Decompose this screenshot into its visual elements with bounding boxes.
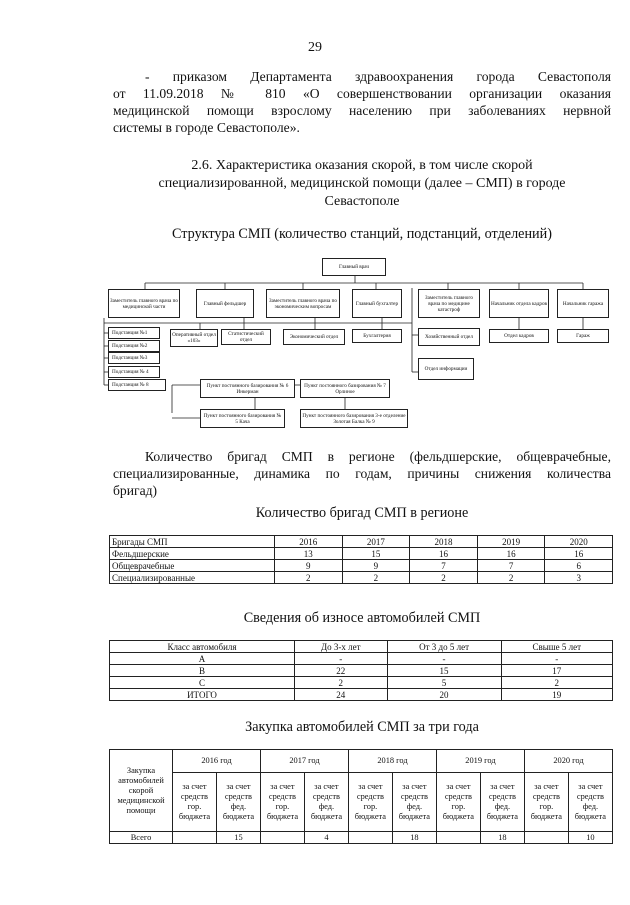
org-box-post-5: Пункт постоянного базирования № 5 Кача (200, 409, 285, 428)
table-header-cell: Бригады СМП (110, 536, 275, 548)
table-subheader-cell: за счет средств гор. бюджета (260, 773, 304, 832)
table-subheader-cell: за счет средств фед. бюджета (304, 773, 348, 832)
table-cell: 19 (501, 689, 612, 701)
brigades-line: специализированные, динамика по годам, причины снижения количества (113, 466, 611, 481)
table-cell: 7 (410, 560, 478, 572)
table-subheader-row (110, 773, 613, 832)
table2-title: Сведения об износе автомобилей СМП (243, 610, 481, 626)
table-cell: 18 (480, 832, 524, 844)
table-header-cell: 2018 (410, 536, 478, 548)
table-cell: 5 (387, 677, 501, 689)
table-row (110, 548, 613, 560)
table-cell: 9 (275, 560, 343, 572)
table-header-cell: До 3-х лет (295, 641, 388, 653)
table-cell: 2 (477, 572, 545, 584)
org-box-household-dept: Хозяйственный отдел (418, 328, 480, 346)
page-number: 29 (308, 40, 322, 55)
vehicle-wear-table (109, 640, 613, 701)
table-cell: - (501, 653, 612, 665)
table-cell (524, 832, 568, 844)
table-cell: 17 (501, 665, 612, 677)
table-year-cell: 2017 год (260, 750, 348, 773)
table-cell: 13 (275, 548, 343, 560)
table-row (110, 572, 613, 584)
table-year-cell: 2018 год (348, 750, 436, 773)
table-subheader-cell: за счет средств гор. бюджета (524, 773, 568, 832)
table-cell: 24 (295, 689, 388, 701)
vehicle-purchase-table (109, 749, 613, 844)
org-box-accounting: Бухгалтерия (352, 329, 402, 343)
intro-line: медицинской помощи взрослому населению при заболеваниях нервной (113, 103, 611, 118)
org-box-hr-head: Начальник отдела кадров (489, 289, 549, 318)
table-row (110, 832, 613, 844)
table-cell: А (110, 653, 295, 665)
org-box-post-9: Пункт постоянного базирования 3-е отделение Золотая Балка № 9 (300, 409, 408, 428)
org-box-post-7: Пункт постоянного базирования № 7 Орлиное (300, 379, 390, 398)
table-subheader-cell: за счет средств гор. бюджета (173, 773, 217, 832)
table-header-row (110, 641, 613, 653)
table-cell: 4 (304, 832, 348, 844)
org-box-post-6: Пункт постоянного базирования № 6 Инкерман (200, 379, 295, 398)
table-cell: - (295, 653, 388, 665)
section-heading-line: специализированной, медицинской помощи (далее – СМП) в городе (158, 176, 566, 191)
table-cell: Фельдшерские (110, 548, 275, 560)
table-year-cell: 2016 год (173, 750, 261, 773)
table-cell: 2 (295, 677, 388, 689)
section-heading-line: Севастополе (324, 194, 400, 209)
table-row (110, 689, 613, 701)
table-cell: Всего (110, 832, 173, 844)
table-cell: 2 (410, 572, 478, 584)
table-header-cell: 2017 (342, 536, 410, 548)
table-cell: 10 (568, 832, 612, 844)
table-subheader-cell: за счет средств фед. бюджета (568, 773, 612, 832)
org-box-substation: Подстанция №3 (108, 352, 160, 364)
table-header-cell: Свыше 5 лет (501, 641, 612, 653)
table-cell: 15 (387, 665, 501, 677)
table-cell: 18 (392, 832, 436, 844)
brigades-table (109, 535, 613, 584)
section-heading (113, 157, 611, 211)
org-box-substation: Подстанция №1 (108, 327, 160, 339)
org-box-economic-dept: Экономический отдел (283, 329, 345, 345)
table-row (110, 677, 613, 689)
table-header-cell: 2016 (275, 536, 343, 548)
table-header-cell: От 3 до 5 лет (387, 641, 501, 653)
table-subheader-cell: за счет средств фед. бюджета (392, 773, 436, 832)
table-corner-cell: Закупка автомобилей скорой медицинской помощи (110, 750, 173, 832)
org-head-box: Главный врач (322, 258, 386, 276)
table-header-cell: Класс автомобиля (110, 641, 295, 653)
intro-line: системы в городе Севастополе». (113, 120, 300, 135)
org-box-hr-dept: Отдел кадров (489, 329, 549, 343)
structure-title: Структура СМП (количество станций, подстанций, отделений) (172, 226, 552, 242)
table-header-row (110, 750, 613, 773)
table-cell: С (110, 677, 295, 689)
table-row (110, 560, 613, 572)
table-subheader-cell: за счет средств гор. бюджета (436, 773, 480, 832)
table-cell: 3 (545, 572, 613, 584)
org-box-statistics-dept: Статистический отдел (221, 329, 271, 345)
table-cell: 15 (216, 832, 260, 844)
table-subheader-cell: за счет средств фед. бюджета (480, 773, 524, 832)
table-cell: В (110, 665, 295, 677)
table-cell: 2 (501, 677, 612, 689)
org-box-substation: Подстанция № 4 (108, 366, 160, 378)
table-cell: 22 (295, 665, 388, 677)
table-cell: 16 (410, 548, 478, 560)
brigades-paragraph (113, 448, 611, 499)
org-box-chief-paramedic: Главный фельдшер (196, 289, 254, 318)
table-header-row (110, 536, 613, 548)
brigades-line: бригад) (113, 483, 158, 498)
table-cell: Специализированные (110, 572, 275, 584)
intro-paragraph (113, 68, 611, 136)
org-box-deputy-disaster: Заместитель главного врача по медицине катастроф (418, 289, 480, 318)
table-cell: 16 (477, 548, 545, 560)
org-box-chief-accountant: Главный бухгалтер (352, 289, 402, 318)
org-box-garage-head: Начальник гаража (557, 289, 609, 318)
table-cell: 2 (275, 572, 343, 584)
table-cell: ИТОГО (110, 689, 295, 701)
table-cell: 7 (477, 560, 545, 572)
table-header-cell: 2020 (545, 536, 613, 548)
table-header-cell: 2019 (477, 536, 545, 548)
table-cell (436, 832, 480, 844)
table-cell: 15 (342, 548, 410, 560)
table-row (110, 653, 613, 665)
org-box-garage: Гараж (557, 329, 609, 343)
intro-line: от 11.09.2018 № 810 «О совершенствовании организации оказания (113, 86, 611, 101)
org-box-deputy-medical: Заместитель главного врача по медицинской части (108, 289, 180, 318)
table-cell: 2 (342, 572, 410, 584)
table-row (110, 665, 613, 677)
section-heading-line: 2.6. Характеристика оказания скорой, в том числе скорой (191, 158, 533, 173)
table-cell: - (387, 653, 501, 665)
table-cell: Общеврачебные (110, 560, 275, 572)
org-box-deputy-economic: Заместитель главного врача по экономическим вопросам (266, 289, 340, 318)
table-cell (260, 832, 304, 844)
table1-title: Количество бригад СМП в регионе (255, 505, 469, 521)
table-cell (173, 832, 217, 844)
org-box-info-dept: Отдел информации (418, 358, 474, 380)
table3-title: Закупка автомобилей СМП за три года (245, 719, 479, 735)
org-box-substation: Подстанция №2 (108, 340, 160, 352)
brigades-line: Количество бригад СМП в регионе (фельдшерские, общеврачебные, (145, 449, 611, 464)
org-box-substation: Подстанция № 8 (108, 379, 166, 391)
table-subheader-cell: за счет средств гор. бюджета (348, 773, 392, 832)
table-cell: 9 (342, 560, 410, 572)
table-year-cell: 2020 год (524, 750, 612, 773)
table-cell: 16 (545, 548, 613, 560)
table-cell (348, 832, 392, 844)
table-cell: 20 (387, 689, 501, 701)
intro-line: - приказом Департамента здравоохранения города Севастополя (145, 69, 611, 84)
table-subheader-cell: за счет средств фед. бюджета (216, 773, 260, 832)
org-box-operational-dept: Оперативный отдел «103» (170, 329, 218, 347)
table-cell: 6 (545, 560, 613, 572)
table-year-cell: 2019 год (436, 750, 524, 773)
